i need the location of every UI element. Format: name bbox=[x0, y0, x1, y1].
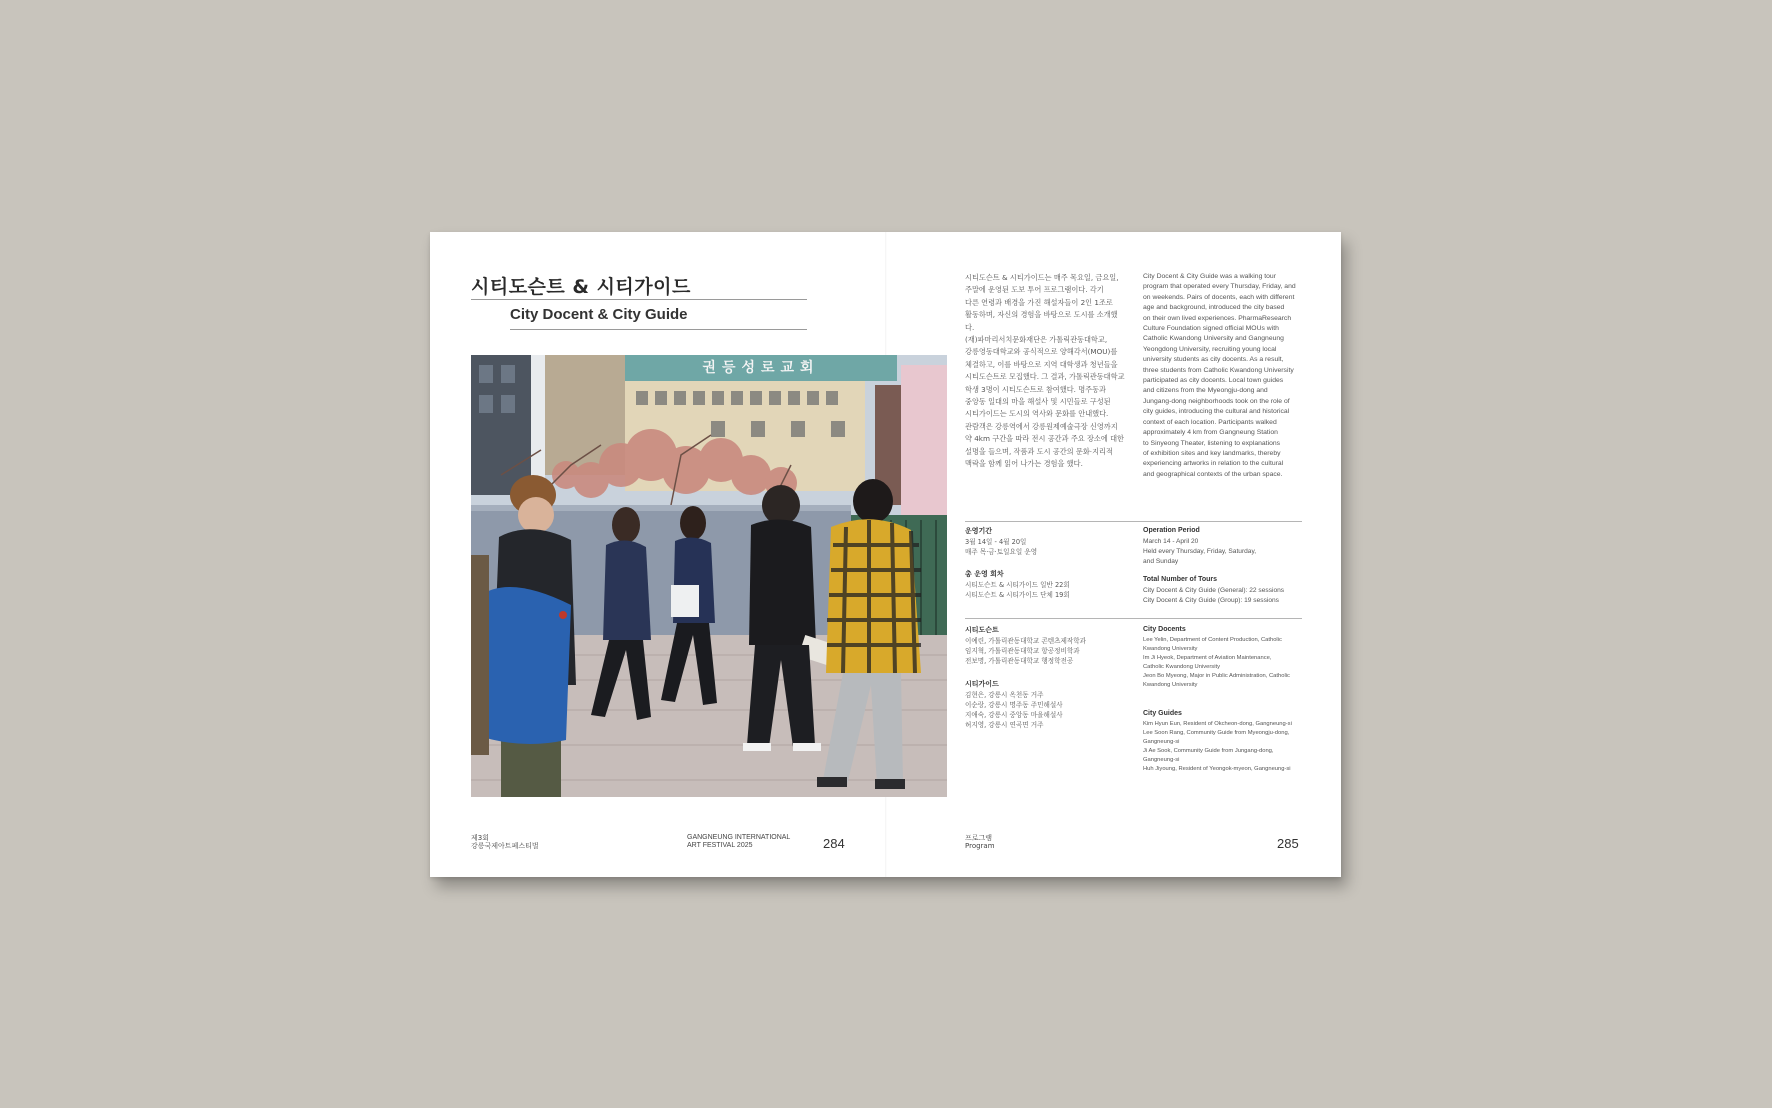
page-number-left: 284 bbox=[823, 836, 845, 851]
title-rule-bottom bbox=[510, 329, 807, 330]
footer-right-program: 프로그램 Program bbox=[965, 834, 995, 850]
info-rule-2 bbox=[965, 618, 1302, 619]
footer-mid-festival: GANGNEUNG INTERNATIONAL ART FESTIVAL 2025 bbox=[687, 834, 791, 849]
intro-korean: 시티도슨트 & 시티가이드는 매주 목요일, 금요일, 주말에 운영된 도보 투어 프로그램이다. 각기 다른 연령과 배경을 가진 해설자들이 2인 1조로 활동하며, 자신의 경험을 바탕으로 도시를 소개했다. (재)파마리서치문화재단은 가톨릭관동대학교, 강릉영동대학교와 공식적으로 양해각서(MOU)를 체결하고, 이를 바탕으로 지역 대학생과 청년들을 시티도슨트로 모집했다. 그 결과, 가톨릭관동대학교 학생 3명이 시티도슨트로 참여했다. 명주동과 중앙동 일대의 마을 해설사 및 시민들로 구성된 시티가이드는 도시의 역사와 문화를 안내했다. 관람객은 강릉역에서 강릉원제예술극장 신영까지 약 4km 구간을 따라 전시 공간과 주요 장소에 대한 설명을 들으며, 작품과 도시 공간의 문화·지리적 맥락을 함께 읽어 나가는 경험을 했다. bbox=[965, 273, 1125, 469]
docents-english: City Docents Lee Yelin, Department of Content Production, Catholic Kwandong University Im Ji Hyeok, Department of Aviation Maintenance, Catholic Kwandong University Jeon Bo Myeong, Major in Public Administration, Catholic Kwandong University bbox=[1143, 626, 1290, 688]
footer-left-festival: 제3회 강릉국제아트페스티벌 bbox=[471, 834, 539, 850]
guides-korean: 시티가이드 김현은, 강릉시 옥천동 거주 이순랑, 강릉시 명주동 주민해설사 지애숙, 강릉시 중앙동 마을해설사 허지영, 강릉시 연곡면 거주 bbox=[965, 680, 1063, 729]
period-english: Operation Period March 14 - April 20 Held every Thursday, Friday, Saturday, and Sunday bbox=[1143, 527, 1257, 565]
title-english: City Docent & City Guide bbox=[510, 306, 688, 323]
guides-english: City Guides Kim Hyun Eun, Resident of Okcheon-dong, Gangneung-si Lee Soon Rang, Community Guide from Myeongju-dong, Gangneung-si Ji Ae Sook, Community Guide from Jungang-dong, Gangneung-si Huh Jiyoung, Resident of Yeongok-myeon, Gangneung-si bbox=[1143, 710, 1292, 772]
title-korean: 시티도슨트 & 시티가이드 bbox=[471, 276, 691, 298]
info-rule-1 bbox=[965, 521, 1302, 522]
church-sign bbox=[702, 359, 819, 376]
title-rule-top bbox=[471, 299, 807, 300]
tours-korean: 총 운영 회차 시티도슨트 & 시티가이드 일반 22회 시티도슨트 & 시티가이드 단체 19회 bbox=[965, 570, 1070, 599]
period-korean: 운영기간 3월 14일 - 4월 20일 매주 목·금·토일요일 운영 bbox=[965, 527, 1038, 556]
magazine-spread bbox=[430, 232, 1341, 877]
tours-english: Total Number of Tours City Docent & City Guide (General): 22 sessions City Docent & City Guide (Group): 19 sessions bbox=[1143, 576, 1285, 604]
intro-english: City Docent & City Guide was a walking tour program that operated every Thursday, Friday, and on weekends. Pairs of docents, each with different age and background, introduced the city based on their own lived experiences. PharmaResearch Culture Foundation signed official MOUs with Catholic Kwandong University and Gangneung Yeongdong University, recruiting young local university students as city docents. As a result, three students from Catholic Kwandong University participated as city docents. Local town guides and citizens from the Myeongju-dong and Jungang-dong neighborhoods took on the role of city guides, introducing the cultural and historical context of each location. Participants walked approximately 4 km from Gangneung Station to Sinyeong Theater, listening to explanations of exhibition sites and key landmarks, thereby experiencing artworks in relation to the cultural and geographical contexts of the urban space. bbox=[1143, 273, 1296, 478]
page-number-right: 285 bbox=[1277, 836, 1299, 851]
svg-text:권등성로교회: 권등성로교회 bbox=[702, 360, 820, 376]
docents-korean: 시티도슨트 이예린, 가톨릭관동대학교 콘텐츠제작학과 임지혁, 가톨릭관동대학교 항공정비학과 전보명, 가톨릭관동대학교 행정학전공 bbox=[965, 626, 1086, 665]
walking-tour-photo bbox=[471, 355, 947, 797]
